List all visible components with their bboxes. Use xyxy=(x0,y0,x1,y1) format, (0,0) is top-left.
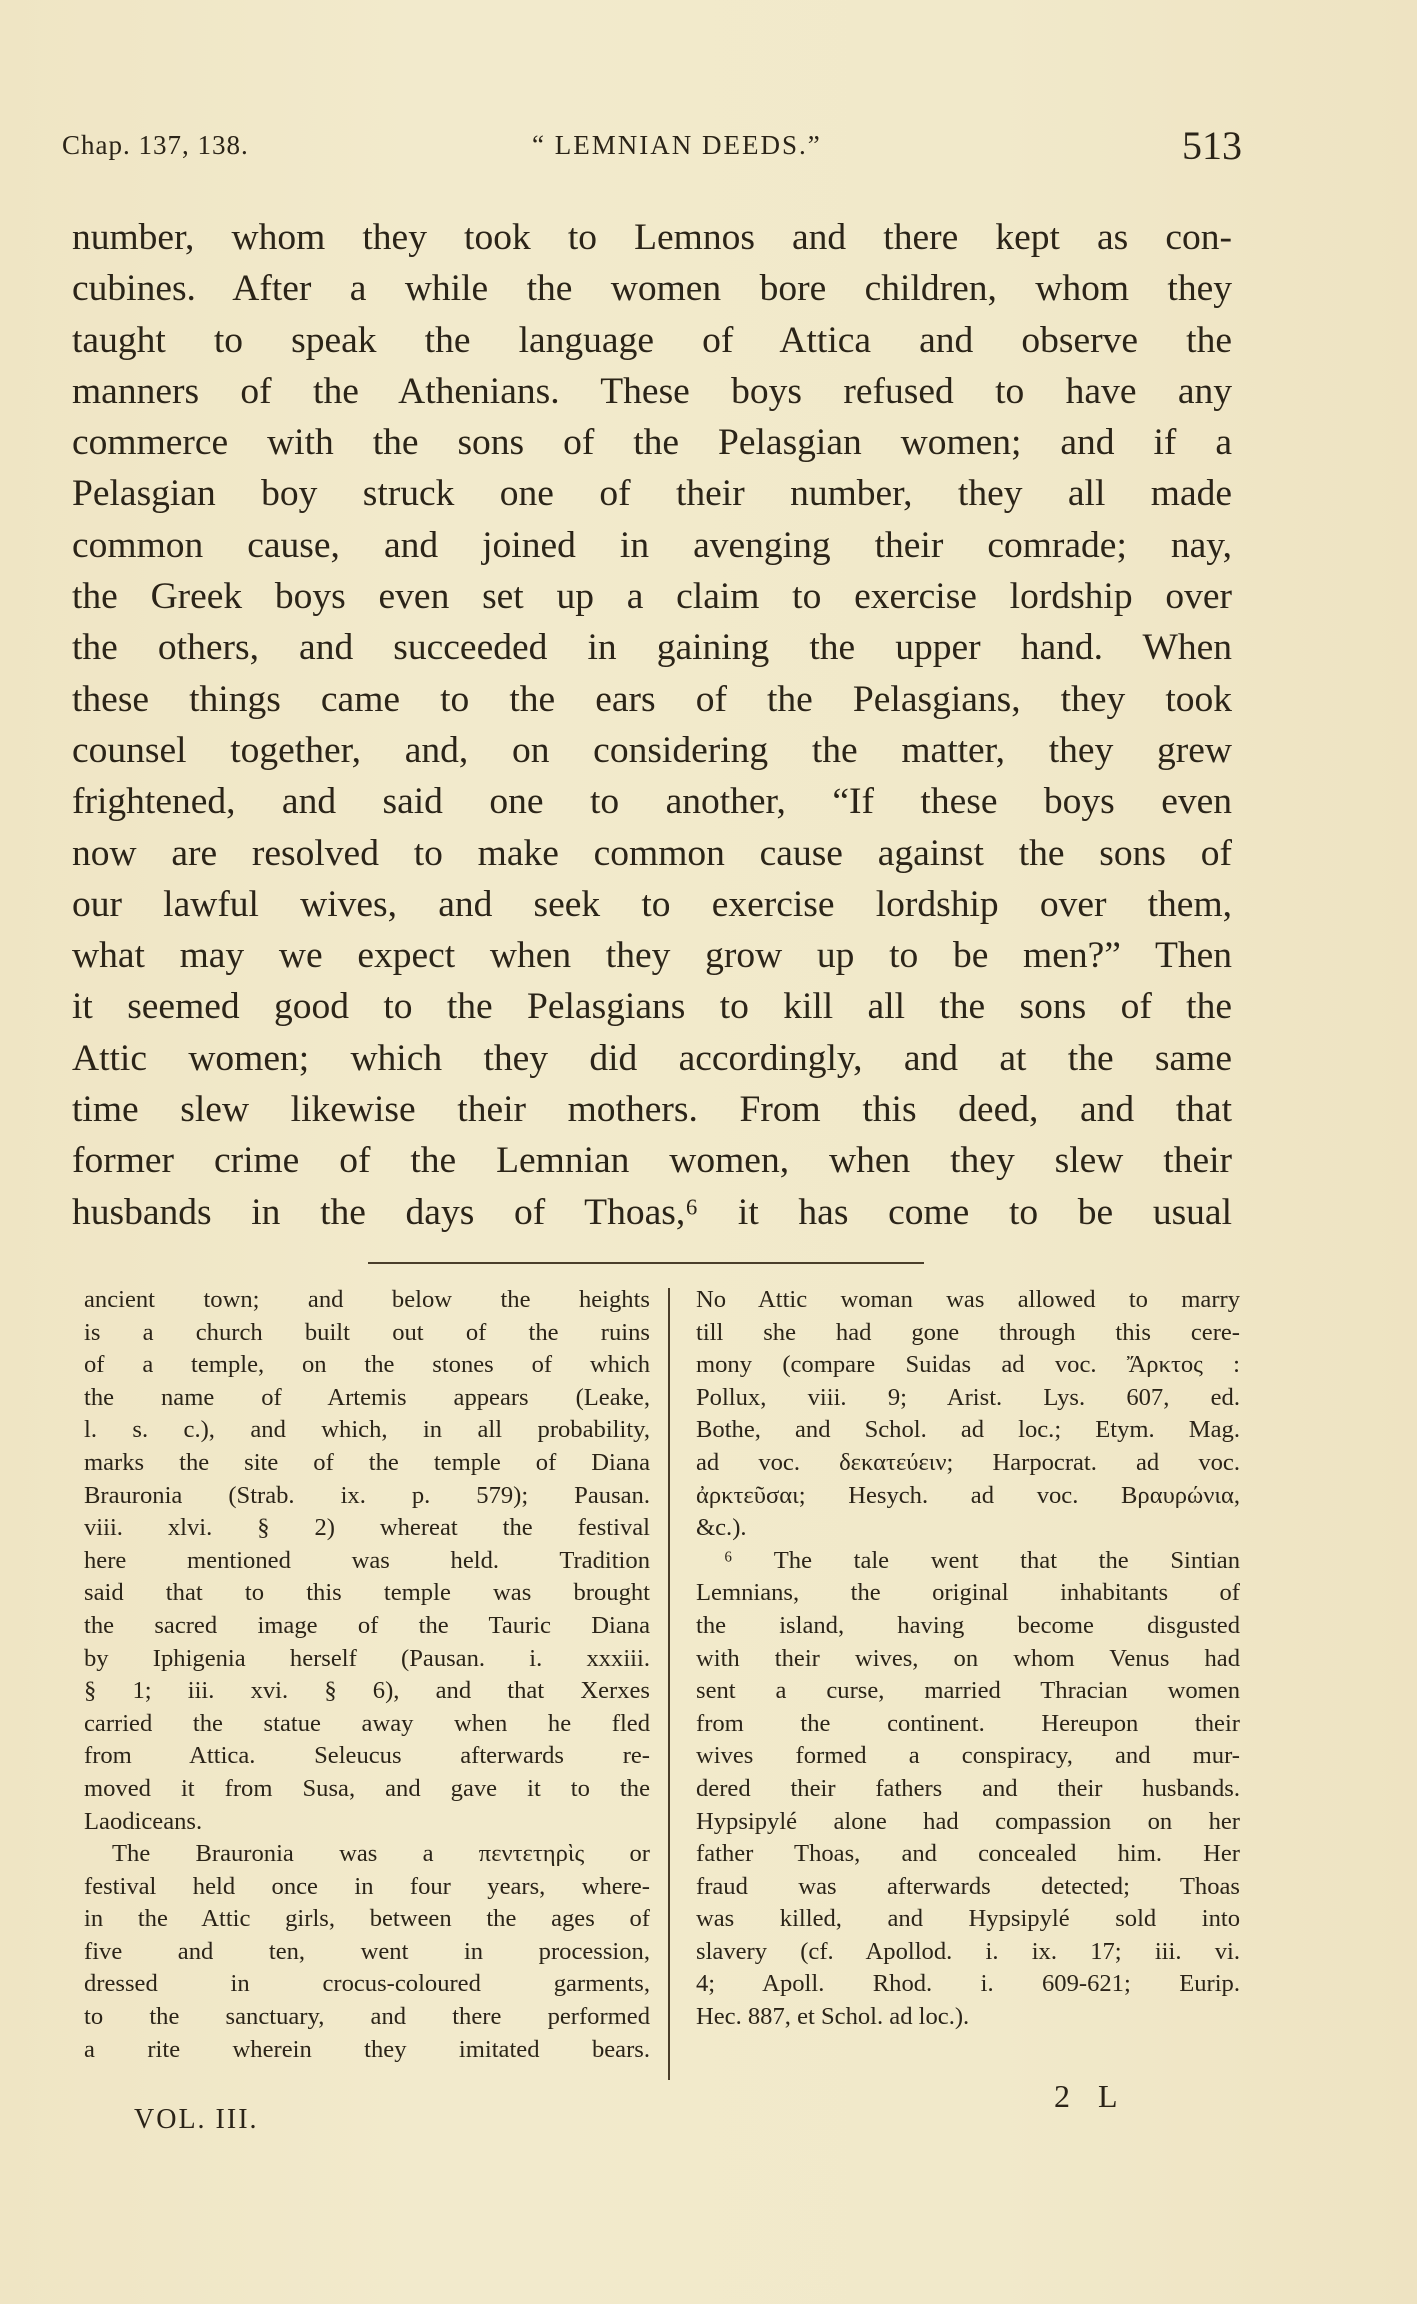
footnote-line: by Iphigenia herself (Pausan. i. xxxiii. xyxy=(84,1644,650,1672)
body-line: these things came to the ears of the Pelasgians, they took xyxy=(72,678,1232,720)
footnote-line: marks the site of the temple of Diana xyxy=(84,1448,650,1476)
footnote-line: here mentioned was held. Tradition xyxy=(84,1546,650,1574)
body-line: Pelasgian boy struck one of their number, they all made xyxy=(72,473,1232,515)
footnote-line: slavery (cf. Apollod. i. ix. 17; iii. vi. xyxy=(696,1937,1240,1965)
footnote-line: ancient town; and below the heights xyxy=(84,1286,650,1313)
signature-mark: 2 L xyxy=(1054,2078,1128,2114)
body-line: number, whom they took to Lemnos and there kept as con- xyxy=(72,217,1232,258)
body-line: counsel together, and, on considering the matter, they grew xyxy=(72,729,1232,771)
body-line: former crime of the Lemnian women, when they slew their xyxy=(72,1140,1232,1182)
body-line: taught to speak the language of Attica and observe the xyxy=(72,319,1232,361)
body-line: the others, and succeeded in gaining the upper hand. When xyxy=(72,627,1232,669)
column-rule xyxy=(668,1288,670,2080)
footnote-line: from the continent. Hereupon their xyxy=(696,1709,1240,1737)
footnote-line: a rite wherein they imitated bears. xyxy=(84,2035,650,2063)
footnote-line: from Attica. Seleucus afterwards re- xyxy=(84,1742,650,1770)
footnote-line: &c.). xyxy=(696,1514,747,1542)
footnote-line: the island, having become disgusted xyxy=(696,1611,1240,1639)
footnote-line: Brauronia (Strab. ix. p. 579); Pausan. xyxy=(84,1481,650,1509)
body-line: the Greek boys even set up a claim to exercise lordship over xyxy=(72,576,1232,618)
body-line: commerce with the sons of the Pelasgian women; and if a xyxy=(72,422,1232,464)
footnote-line: dressed in crocus-coloured garments, xyxy=(84,1970,650,1998)
body-line: common cause, and joined in avenging their comrade; nay, xyxy=(72,524,1232,566)
footnote-line: to the sanctuary, and there performed xyxy=(84,2003,650,2031)
body-line: now are resolved to make common cause against the sons of xyxy=(72,832,1232,874)
footnote-line: viii. xlvi. § 2) whereat the festival xyxy=(84,1514,650,1542)
footnote-line: 4; Apoll. Rhod. i. 609-621; Eurip. xyxy=(696,1970,1240,1998)
footnote-line: Laodiceans. xyxy=(84,1807,203,1835)
body-line: our lawful wives, and seek to exercise lordship over them, xyxy=(72,883,1232,925)
body-line: manners of the Athenians. These boys refused to have any xyxy=(72,370,1232,412)
main-body-text xyxy=(72,212,1232,1238)
footnotes-left-column xyxy=(84,1284,650,2066)
footnote-line: was killed, and Hypsipylé sold into xyxy=(696,1905,1240,1933)
footnote-line: moved it from Susa, and gave it to the xyxy=(84,1774,650,1802)
footnote-line: Pollux, viii. 9; Arist. Lys. 607, ed. xyxy=(696,1383,1240,1411)
footnote-line: the sacred image of the Tauric Diana xyxy=(84,1611,650,1639)
footnote-line: The Brauronia was a πεντετηρὶς or xyxy=(112,1840,650,1868)
body-line: cubines. After a while the women bore children, whom they xyxy=(72,268,1232,310)
footnote-divider xyxy=(368,1262,924,1264)
footnote-line: in the Attic girls, between the ages of xyxy=(84,1905,650,1933)
footnote-line: festival held once in four years, where- xyxy=(84,1872,650,1900)
footnote-line: No Attic woman was allowed to marry xyxy=(696,1286,1240,1313)
footnote-line: fraud was afterwards detected; Thoas xyxy=(696,1872,1240,1900)
footnote-line: mony (compare Suidas ad voc. Ἄρκτος : xyxy=(696,1351,1240,1379)
footnote-line: of a temple, on the stones of which xyxy=(84,1351,650,1379)
footnote-line: five and ten, went in procession, xyxy=(84,1937,650,1965)
footnote-line: ἀρκτεῦσαι; Hesych. ad voc. Βραυρώνια, xyxy=(696,1481,1240,1509)
footnote-line: father Thoas, and concealed him. Her xyxy=(696,1840,1240,1868)
running-header xyxy=(62,122,1242,172)
body-line: it seemed good to the Pelasgians to kill all the sons of the xyxy=(72,986,1232,1028)
footnote-line: Hec. 887, et Schol. ad loc.). xyxy=(696,2003,970,2031)
body-line: husbands in the days of Thoas,⁶ it has come to be usual xyxy=(72,1191,1232,1233)
footnote-line: § 1; iii. xvi. § 6), and that Xerxes xyxy=(84,1677,650,1705)
body-line: Attic women; which they did accordingly, and at the same xyxy=(72,1037,1232,1079)
footnote-line: wives formed a conspiracy, and mur- xyxy=(696,1742,1240,1770)
running-title: “ LEMNIAN DEEDS.” xyxy=(532,130,822,160)
body-line: time slew likewise their mothers. From this deed, and that xyxy=(72,1089,1232,1131)
footnote-line: dered their fathers and their husbands. xyxy=(696,1774,1240,1802)
footnote-line: carried the statue away when he fled xyxy=(84,1709,650,1737)
footnote-line: ad voc. δεκατεύειν; Harpocrat. ad voc. xyxy=(696,1448,1240,1476)
footnote-line: said that to this temple was brought xyxy=(84,1579,650,1607)
footnote-line: Hypsipylé alone had compassion on her xyxy=(696,1807,1240,1835)
footnote-line: sent a curse, married Thracian women xyxy=(696,1677,1240,1705)
footnote-line: l. s. c.), and which, in all probability, xyxy=(84,1416,650,1444)
footnote-line: till she had gone through this cere- xyxy=(696,1318,1240,1346)
body-line: what may we expect when they grow up to be men?” Then xyxy=(72,935,1232,977)
footnote-line: Lemnians, the original inhabitants of xyxy=(696,1579,1240,1607)
footnote-line: is a church built out of the ruins xyxy=(84,1318,650,1346)
body-line: frightened, and said one to another, “If these boys even xyxy=(72,781,1232,823)
footnote-line: the name of Artemis appears (Leake, xyxy=(84,1383,650,1411)
volume-label: VOL. III. xyxy=(134,2104,259,2135)
footnote-line: Bothe, and Schol. ad loc.; Etym. Mag. xyxy=(696,1416,1240,1444)
footnote-line: with their wives, on whom Venus had xyxy=(696,1644,1240,1672)
footnote-line: ⁶ The tale went that the Sintian xyxy=(724,1546,1240,1574)
page-number: 513 xyxy=(1182,123,1242,168)
chapter-reference: Chap. 137, 138. xyxy=(62,130,249,160)
footnotes-right-column xyxy=(696,1284,1240,2034)
